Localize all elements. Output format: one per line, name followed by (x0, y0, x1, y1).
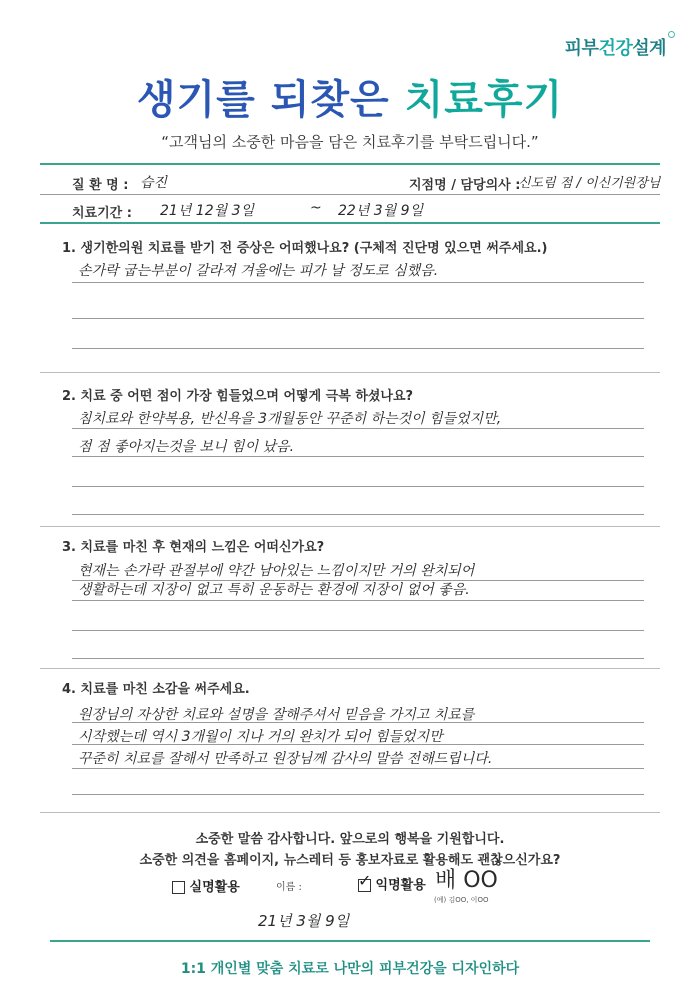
answer-rule (72, 658, 644, 659)
anonymous-checkbox[interactable] (358, 871, 372, 892)
form-bottom-border (40, 222, 660, 224)
brand-logo (565, 34, 666, 60)
answer-4-line-3: 꾸준히 치료를 잘해서 만족하고 원장님께 감사의 말씀 전해드립니다. (78, 751, 493, 767)
answer-2-line-2: 점 점 좋아지는것을 보니 힘이 났음. (78, 439, 295, 455)
name-label: 이름 : (276, 882, 302, 893)
section-divider (40, 668, 660, 669)
answer-rule (72, 600, 644, 601)
answer-3-line-1: 현재는 손가락 관절부에 약간 남아있는 느낌이지만 거의 완치되어 (78, 563, 475, 579)
section-divider (40, 526, 660, 527)
real-name-checkbox[interactable] (172, 881, 185, 894)
page-subtitle: “고객님의 소중한 마음을 담은 치료후기를 부탁드립니다.” (161, 133, 539, 151)
form-row-divider (40, 194, 660, 195)
brand-suffix: 설계 (632, 38, 666, 59)
footer-divider (50, 940, 650, 942)
anonymous-name-value: 배 OO (435, 868, 498, 893)
section-divider (40, 812, 660, 813)
title-part1: 생기를 되찾은 (136, 77, 405, 123)
period-start: 21년 12월 3일 (160, 203, 255, 219)
option-anonymous[interactable] (358, 871, 426, 893)
answer-2-line-1: 침치료와 한약복용, 반신욕을 3개월동안 꾸준히 하는것이 힘들었지만, (78, 411, 502, 427)
signature-date: 21년 3월 9일 (258, 912, 350, 930)
option-real-name[interactable] (172, 876, 240, 895)
closing-thanks: 소중한 말씀 감사합니다. 앞으로의 행복을 기원합니다. (195, 832, 505, 847)
answer-3-line-2: 생활하는데 지장이 없고 특히 운동하는 환경에 지장이 없어 좋음. (78, 582, 470, 598)
question-3: 3. 치료를 마친 후 현재의 느낌은 어떠신가요? (62, 540, 325, 555)
answer-rule (72, 722, 644, 723)
brand-highlight: 건강 (598, 38, 633, 59)
period-end: 22년 3월 9일 (338, 203, 424, 219)
answer-rule (72, 794, 644, 795)
disease-label: 질 환 명 : (72, 178, 129, 193)
answer-rule (72, 630, 644, 631)
option-real-label: 실명활용 (189, 880, 240, 895)
anonymous-example: (예) 김OO, 이OO (434, 896, 489, 904)
answer-rule (72, 428, 644, 429)
branch-value: 신도림 점 / 이신기원장님 (518, 176, 661, 191)
answer-rule (72, 456, 644, 457)
answer-rule (72, 768, 644, 769)
question-2: 2. 치료 중 어떤 점이 가장 힘들었으며 어떻게 극복 하셨나요? (62, 389, 414, 404)
checkmark-icon: ✓ (358, 871, 372, 890)
answer-rule (72, 348, 644, 349)
section-divider (40, 372, 660, 373)
question-1: 1. 생기한의원 치료를 받기 전 증상은 어떠했나요? (구체적 진단명 있으면 써주세요.) (62, 241, 548, 256)
period-label: 치료기간 : (72, 206, 132, 221)
form-top-border (40, 163, 660, 165)
answer-rule (72, 282, 644, 283)
footer-slogan: 1:1 개인별 맞춤 치료로 나만의 피부건강을 디자인하다 (180, 961, 520, 977)
question-4: 4. 치료를 마친 소감을 써주세요. (62, 682, 250, 697)
answer-rule (72, 486, 644, 487)
brand-prefix: 피부 (564, 38, 599, 59)
period-separator: ~ (310, 200, 322, 216)
option-anon-label: 익명활용 (375, 878, 426, 893)
branch-label: 지점명 / 담당의사 : (409, 178, 521, 193)
page-title (0, 68, 700, 125)
answer-rule (72, 318, 644, 319)
answer-rule (72, 744, 644, 745)
consent-question: 소중한 의견을 홈페이지, 뉴스레터 등 홍보자료로 활용해도 괜찮으신가요? (139, 853, 561, 868)
answer-4-line-1: 원장님의 자상한 치료와 설명을 잘해주셔서 믿음을 가지고 치료를 (78, 707, 475, 723)
answer-rule (72, 514, 644, 515)
answer-4-line-2: 시작했는데 역시 3개월이 지나 거의 완치가 되어 힘들었지만 (78, 729, 443, 745)
brand-dot-icon (668, 31, 675, 38)
title-part2: 치료후기 (404, 77, 564, 123)
disease-value: 습진 (140, 175, 168, 191)
answer-1-line-1: 손가락 굽는부분이 갈라져 겨울에는 피가 날 정도로 심했음. (78, 263, 439, 279)
